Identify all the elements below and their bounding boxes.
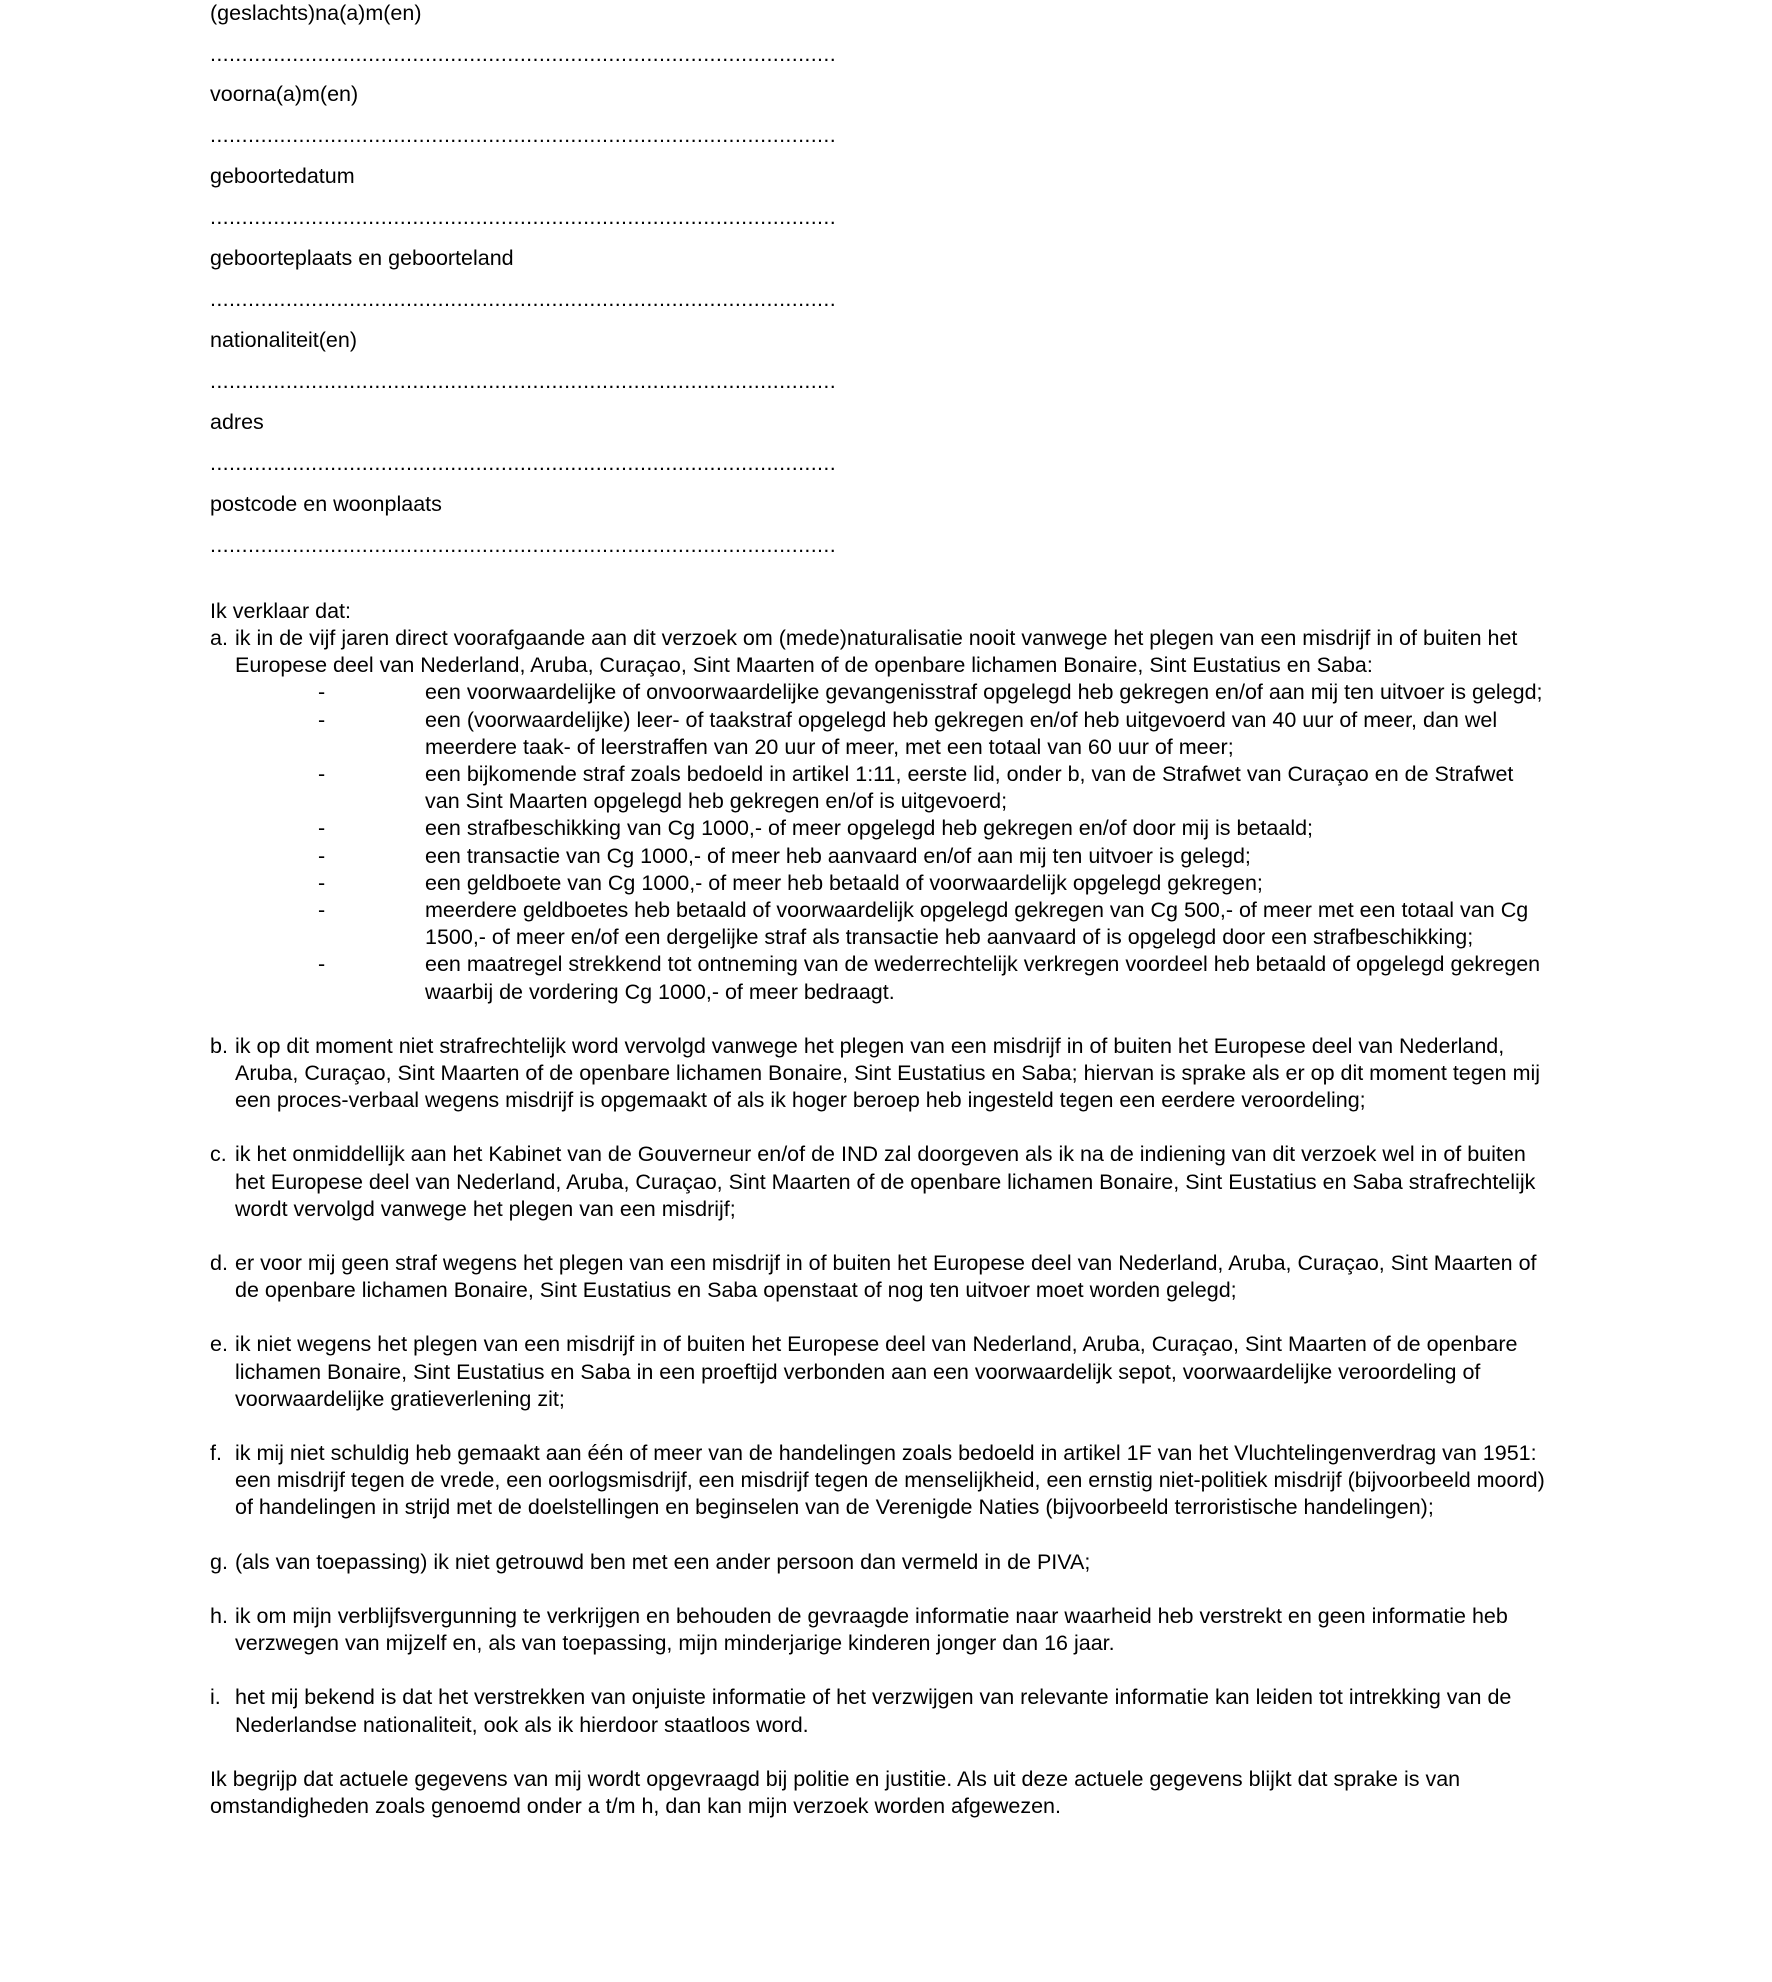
item-letter: e.	[210, 1332, 228, 1357]
item-letter: d.	[210, 1251, 228, 1276]
declaration-intro: Ik verklaar dat:	[210, 599, 351, 623]
dash-bullet: -	[318, 707, 326, 732]
sub-item-text: een maatregel strekkend tot ontneming van de wederrechtelijk verkregen voordeel heb betaald of opgelegd gekregen waarbij de vordering Cg 1000,- of meer bedraagt.	[425, 952, 1541, 1004]
sub-item	[210, 951, 1550, 1005]
field-line-first-names[interactable]: ...................................................................................................	[210, 123, 837, 147]
field-label-nationality: nationaliteit(en)	[210, 328, 358, 352]
item-letter: a.	[210, 626, 228, 650]
item-text: ik op dit moment niet strafrechtelijk word vervolgd vanwege het plegen van een misdrijf in of buiten het Europese deel van Nederland, Aruba, Curaçao, Sint Maarten of de openbare lichamen Bonaire, Sint Eustatius en Saba; hiervan is sprake als er op dit moment tegen mij een proces-verbaal wegens misdrijf is opgemaakt of als ik hoger beroep heb ingesteld tegen een eerdere veroordeling;	[235, 1033, 1541, 1113]
dash-bullet: -	[318, 952, 326, 977]
field-line-place-of-birth[interactable]: ...................................................................................................	[210, 287, 837, 311]
sub-item-text: een transactie van Cg 1000,- of meer heb aanvaard en/of aan mij ten uitvoer is gelegd;	[425, 843, 1251, 868]
item-text: ik niet wegens het plegen van een misdrijf in of buiten het Europese deel van Nederland, Aruba, Curaçao, Sint Maarten of de openbare lichamen Bonaire, Sint Eustatius en Saba in een proeftijd verbonden aan een voorwaardelijk sepot, voorwaardelijke veroordeling of voorwaardelijke gratieverlening zit;	[235, 1332, 1518, 1411]
item-text: ik in de vijf jaren direct voorafgaande aan dit verzoek om (mede)naturalisatie nooit vanwege het plegen van een misdrijf in of buiten het Europese deel van Nederland, Aruba, Curaçao, Sint Maarten of de openbare lichamen Bonaire, Sint Eustatius en Saba:	[235, 626, 1518, 678]
item-text: ik het onmiddellijk aan het Kabinet van de Gouverneur en/of de IND zal doorgeven als ik na de indiening van dit verzoek wel in of buiten het Europese deel van Nederland, Aruba, Curaçao, Sint Maarten of de openbare lichamen Bonaire, Sint Eustatius en Saba strafrechtelijk wordt vervolgd vanwege het plegen van een misdrijf;	[235, 1142, 1536, 1221]
declaration-item-b	[210, 1033, 1550, 1115]
sub-item	[210, 679, 1550, 706]
field-line-nationality[interactable]: ...................................................................................................	[210, 369, 837, 393]
field-label-surname: (geslachts)na(a)m(en)	[210, 1, 422, 25]
declaration-item-a	[210, 625, 1550, 679]
field-line-postcode-city[interactable]: ...................................................................................................	[210, 533, 837, 557]
declaration-item-i	[210, 1684, 1550, 1738]
sub-item	[210, 815, 1550, 842]
sub-item-text: meerdere geldboetes heb betaald of voorwaardelijk opgelegd gekregen van Cg 500,- of meer met een totaal van Cg 1500,- of meer en/of een dergelijke straf als transactie heb aanvaard of is opgelegd door een strafbeschikking;	[425, 898, 1529, 950]
declaration-item-f	[210, 1440, 1550, 1522]
dash-bullet: -	[318, 843, 326, 868]
sub-item-text: een strafbeschikking van Cg 1000,- of meer opgelegd heb gekregen en/of door mij is betaald;	[425, 816, 1314, 841]
item-letter: h.	[210, 1603, 228, 1628]
field-line-surname[interactable]: ...................................................................................................	[210, 42, 837, 66]
field-label-postcode-city: postcode en woonplaats	[210, 492, 442, 516]
field-label-address: adres	[210, 410, 264, 434]
field-label-first-names: voorna(a)m(en)	[210, 82, 359, 106]
sub-item	[210, 761, 1550, 815]
sub-item-text: een geldboete van Cg 1000,- of meer heb betaald of voorwaardelijk opgelegd gekregen;	[425, 870, 1263, 895]
item-text: ik mij niet schuldig heb gemaakt aan één of meer van de handelingen zoals bedoeld in artikel 1F van het Vluchtelingenverdrag van 1951: een misdrijf tegen de vrede, een oorlogsmisdrijf, een misdrijf tegen de menselijkheid, een ernstig niet-politiek misdrijf (bijvoorbeeld moord) of handelingen in strijd met de doelstellingen en beginselen van de Verenigde Naties (bijvoorbeeld terroristische handelingen);	[235, 1441, 1545, 1520]
dash-bullet: -	[318, 898, 326, 923]
sub-item	[210, 897, 1550, 951]
item-letter: b.	[210, 1033, 228, 1058]
sub-item-text: een voorwaardelijke of onvoorwaardelijke gevangenisstraf opgelegd heb gekregen en/of aan mij ten uitvoer is gelegd;	[425, 680, 1543, 705]
sub-item-text: een (voorwaardelijke) leer- of taakstraf opgelegd heb gekregen en/of heb uitgevoerd van 40 uur of meer, dan wel meerdere taak- of leerstraffen van 20 uur of meer, met een totaal van 60 uur of meer;	[425, 707, 1498, 759]
item-text: er voor mij geen straf wegens het plegen van een misdrijf in of buiten het Europese deel van Nederland, Aruba, Curaçao, Sint Maarten of de openbare lichamen Bonaire, Sint Eustatius en Saba openstaat of nog ten uitvoer moet worden gelegd;	[235, 1251, 1537, 1303]
item-text: ik om mijn verblijfsvergunning te verkrijgen en behouden de gevraagde informatie naar waarheid heb verstrekt en geen informatie heb verzwegen van mijzelf en, als van toepassing, mijn minderjarige kinderen jonger dan 16 jaar.	[235, 1603, 1508, 1656]
closing-paragraph: Ik begrijp dat actuele gegevens van mij wordt opgevraagd bij politie en justitie. Als uit deze actuele gegevens blijkt dat sprake is van omstandigheden zoals genoemd onder a t/m h, dan kan mijn verzoek worden afgewezen.	[210, 1766, 1461, 1818]
item-text: het mij bekend is dat het verstrekken van onjuiste informatie of het verzwijgen van relevante informatie kan leiden tot intrekking van de Nederlandse nationaliteit, ook als ik hierdoor staatloos word.	[235, 1685, 1512, 1737]
dash-bullet: -	[318, 762, 326, 787]
item-letter: i.	[210, 1685, 221, 1710]
sub-item	[210, 870, 1550, 897]
field-label-place-of-birth: geboorteplaats en geboorteland	[210, 246, 514, 270]
dash-bullet: -	[318, 816, 326, 841]
declaration-item-g	[210, 1549, 1550, 1576]
field-line-date-of-birth[interactable]: ...................................................................................................	[210, 205, 837, 229]
dash-bullet: -	[318, 680, 326, 705]
sub-item	[210, 843, 1550, 870]
item-letter: f.	[210, 1441, 222, 1466]
declaration-item-e	[210, 1331, 1550, 1413]
sub-item	[210, 707, 1550, 761]
sub-item-text: een bijkomende straf zoals bedoeld in artikel 1:11, eerste lid, onder b, van de Strafwet van Curaçao en de Strafwet van Sint Maarten opgelegd heb gekregen en/of is uitgevoerd;	[425, 762, 1514, 814]
field-label-date-of-birth: geboortedatum	[210, 164, 355, 188]
dash-bullet: -	[318, 870, 326, 895]
item-letter: c.	[210, 1142, 227, 1167]
item-letter: g.	[210, 1549, 228, 1574]
declaration-item-c	[210, 1141, 1550, 1223]
declaration-item-h	[210, 1603, 1550, 1657]
item-text: (als van toepassing) ik niet getrouwd ben met een ander persoon dan vermeld in de PIVA;	[235, 1549, 1091, 1574]
field-line-address[interactable]: ...................................................................................................	[210, 451, 837, 475]
declaration-item-d	[210, 1250, 1550, 1304]
declaration-section	[210, 598, 1550, 1820]
